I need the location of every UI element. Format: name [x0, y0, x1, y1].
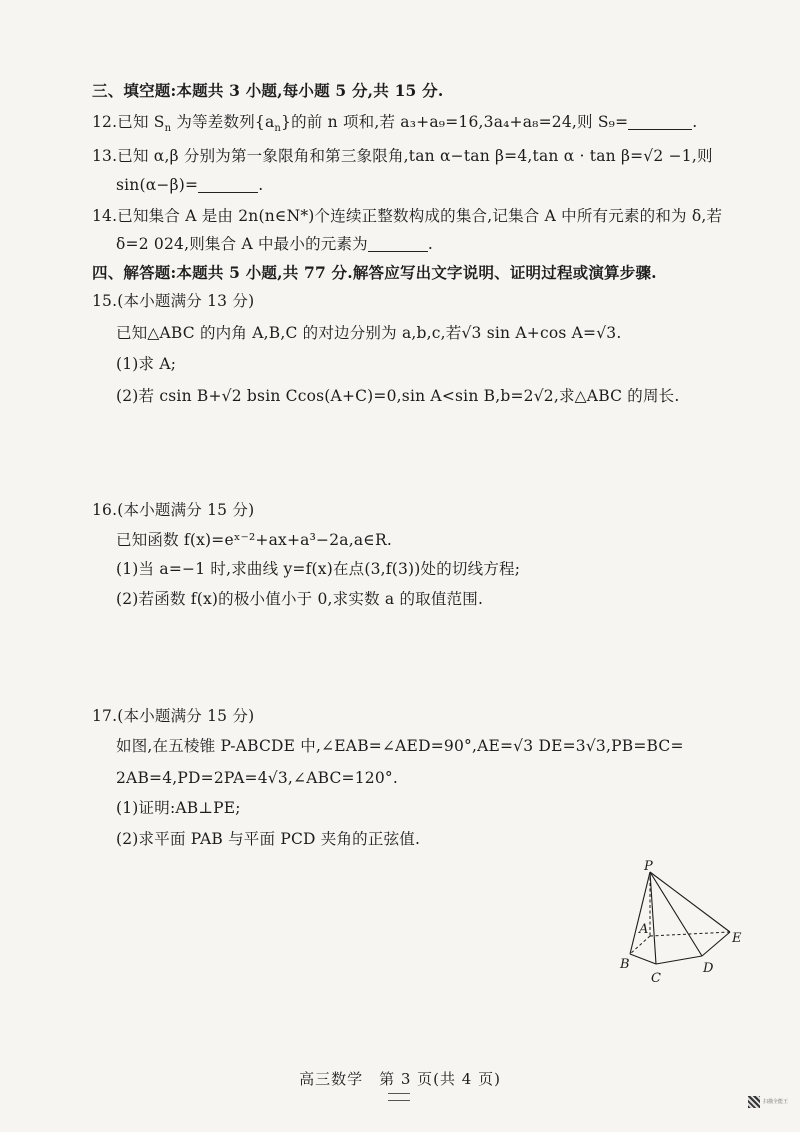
q13-line-2-prefix: sin(α−β)= — [116, 176, 199, 194]
section-3-title: 三、填空题:本题共 3 小题,每小题 5 分,共 15 分. — [92, 81, 444, 100]
question-14-line-1 — [92, 205, 722, 227]
label-P: P — [644, 859, 653, 874]
q14-line-2-prefix: δ=2 024,则集合 A 中最小的元素为 — [116, 235, 368, 253]
q14-line-1: 已知集合 A 是由 2n(n∈N*)个连续正整数构成的集合,记集合 A 中所有元素的和为 δ,若 — [117, 207, 723, 225]
qr-code-icon — [748, 1096, 760, 1108]
q16-part-2: (2)若函数 f(x)的极小值小于 0,求实数 a 的取值范围. — [116, 590, 484, 608]
q14-number: 14. — [92, 207, 118, 225]
q17-part-1: (1)证明:AB⊥PE; — [116, 799, 241, 817]
section-4-title: 四、解答题:本题共 5 小题,共 77 分.解答应写出文字说明、证明过程或演算步骤. — [92, 263, 657, 282]
label-A: A — [639, 922, 649, 937]
scanner-stamp-text: 扫描全能王 — [763, 1099, 789, 1105]
question-14-line-2 — [116, 233, 433, 255]
question-13-line-1 — [92, 145, 713, 167]
scanner-stamp — [748, 1094, 794, 1110]
q17-stem-line-1: 如图,在五棱锥 P-ABCDE 中,∠EAB=∠AED=90°,AE=√3 DE=3√3,PB=BC= — [116, 737, 684, 755]
q12-text-after: }的前 n 项和,若 a₃+a₉=16,3a₄+a₈=24,则 S₉= — [281, 113, 629, 131]
edge-BC — [630, 954, 656, 964]
edge-CD — [656, 956, 702, 964]
q15-part-1: (1)求 A; — [116, 355, 177, 373]
q13-line-1: 已知 α,β 分别为第一象限角和第三象限角,tan α−tan β=4,tan α · tan β=√2 −1,则 — [117, 147, 713, 165]
edge-PD — [650, 872, 702, 956]
edge-AB-hidden — [630, 936, 650, 954]
q14-end: . — [427, 235, 434, 253]
edge-PC — [650, 872, 656, 964]
q12-end: . — [692, 113, 698, 131]
q13-number: 13. — [92, 147, 118, 165]
q12-text-mid: 为等差数列{a — [171, 113, 275, 131]
q12-number: 12. — [92, 113, 118, 131]
question-13-line-2 — [116, 174, 263, 196]
edge-PB — [630, 872, 650, 954]
q13-end: . — [258, 176, 264, 194]
page-footer: 高三数学 第 3 页(共 4 页) — [299, 1070, 501, 1088]
label-C: C — [651, 971, 661, 986]
edge-DE — [702, 932, 730, 956]
q17-part-2: (2)求平面 PAB 与平面 PCD 夹角的正弦值. — [116, 830, 421, 848]
q12-sub-n2: n — [274, 123, 282, 135]
q12-sub-n: n — [164, 123, 172, 135]
scan-mark — [388, 1093, 410, 1101]
q16-part-1: (1)当 a=−1 时,求曲线 y=f(x)在点(3,f(3))处的切线方程; — [116, 560, 521, 578]
q16-header: 16.(本小题满分 15 分) — [92, 501, 255, 519]
q13-answer-blank[interactable] — [198, 176, 258, 193]
edge-AE-hidden — [650, 932, 730, 936]
q15-stem: 已知△ABC 的内角 A,B,C 的对边分别为 a,b,c,若√3 sin A+cos A=√3. — [116, 324, 622, 342]
pyramid-figure — [610, 858, 750, 988]
question-12 — [92, 111, 697, 140]
q15-header: 15.(本小题满分 13 分) — [92, 292, 255, 310]
q17-stem-line-2: 2AB=4,PD=2PA=4√3,∠ABC=120°. — [116, 769, 399, 787]
label-B: B — [620, 957, 630, 972]
q17-header: 17.(本小题满分 15 分) — [92, 707, 255, 725]
label-E: E — [732, 931, 742, 946]
q16-stem: 已知函数 f(x)=eˣ⁻²+ax+a³−2a,a∈R. — [116, 531, 392, 549]
q12-text-before: 已知 S — [117, 113, 165, 131]
label-D: D — [703, 961, 714, 976]
q12-answer-blank[interactable] — [628, 113, 692, 130]
q15-part-2: (2)若 csin B+√2 bsin Ccos(A+C)=0,sin A<sin B,b=2√2,求△ABC 的周长. — [116, 387, 680, 405]
edge-PE — [650, 872, 730, 932]
q14-answer-blank[interactable] — [368, 235, 428, 252]
